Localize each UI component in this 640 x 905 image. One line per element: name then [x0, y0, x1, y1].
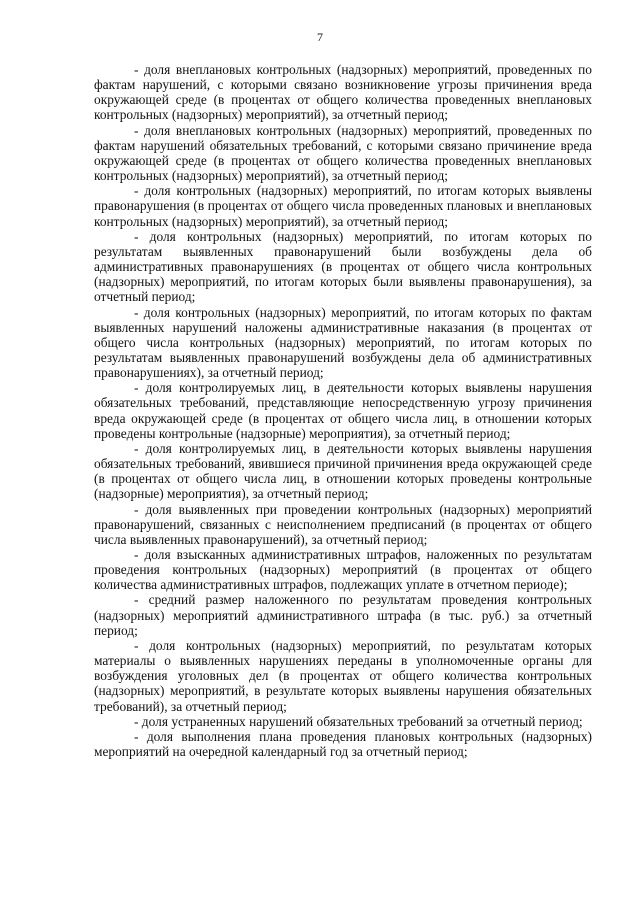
paragraph-7: - доля контролируемых лиц, в деятельности которых выявлены нарушения обязательных требований, явившиеся причиной причинения вреда окружающей среде (в процентах от общего числа лиц, в отношении которых проведены контрольные (надзорные) мероприятия), за отчетный период; [94, 440, 592, 502]
paragraph-2: - доля внеплановых контрольных (надзорных) мероприятий, проведенных по фактам нарушений обязательных требований, с которыми связано причинение вреда окружающей среде (в процентах от общего количества проведенных внеплановых контрольных (надзорных) мероприятий), за отчетный период; [94, 122, 592, 184]
paragraph-13: - доля выполнения плана проведения плановых контрольных (надзорных) мероприятий на очередной календарный год за отчетный период; [94, 728, 592, 760]
page-number: 7 [317, 30, 323, 44]
paragraph-8: - доля выявленных при проведении контрольных (надзорных) мероприятий правонарушений, связанных с неисполнением предписаний (в процентах от общего числа выявленных правонарушений), за отчетный период; [94, 501, 592, 547]
paragraph-11: - доля контрольных (надзорных) мероприятий, по результатам которых материалы о выявленных нарушениях переданы в уполномоченные органы для возбуждения уголовных дел (в процентах от общего количества контрольных (надзорных) мероприятий, в результате которых выявлены нарушения обязательных требований), за отчетный период; [94, 637, 592, 714]
paragraph-9: - доля взысканных административных штрафов, наложенных по результатам проведения контрольных (надзорных) мероприятий (в процентах от общего количества административных штрафов, подлежащих уплате в отчетном периоде); [94, 547, 592, 593]
paragraph-12: - доля устраненных нарушений обязательных требований за отчетный период; [134, 713, 583, 729]
paragraph-1: - доля внеплановых контрольных (надзорных) мероприятий, проведенных по фактам нарушений, с которыми связано возникновение угрозы причинения вреда окружающей среде (в процентах от общего количества проведенных внеплановых контрольных (надзорных) мероприятий), за отчетный период; [94, 62, 592, 123]
paragraph-6: - доля контролируемых лиц, в деятельности которых выявлены нарушения обязательных требований, представляющие непосредственную угрозу причинения вреда окружающей среде (в процентах от общего числа лиц, в отношении которых проведены контрольные (надзорные) мероприятия), за отчетный период; [94, 380, 592, 441]
paragraph-3: - доля контрольных (надзорных) мероприятий, по итогам которых выявлены правонарушения (в процентах от общего числа проведенных плановых и внеплановых контрольных (надзорных) мероприятий), за отчетный период; [94, 183, 592, 229]
paragraph-10: - средний размер наложенного по результатам проведения контрольных (надзорных) мероприятий административного штрафа (в тыс. руб.) за отчетный период; [94, 592, 592, 638]
paragraph-5: - доля контрольных (надзорных) мероприятий, по итогам которых по фактам выявленных нарушений наложены административные наказания (в процентах от общего числа контрольных (надзорных) мероприятий, по итогам которых по результатам выявленных правонарушений возбуждены дела об административных правонарушениях), за отчетный период; [94, 304, 592, 381]
paragraph-4: - доля контрольных (надзорных) мероприятий, по итогам которых по результатам выявленных правонарушений были возбуждены дела об административных правонарушениях (в процентах от общего числа контрольных (надзорных) мероприятий, по итогам которых были выявлены правонарушения), за отчетный период; [94, 228, 592, 305]
document-body [94, 62, 592, 759]
